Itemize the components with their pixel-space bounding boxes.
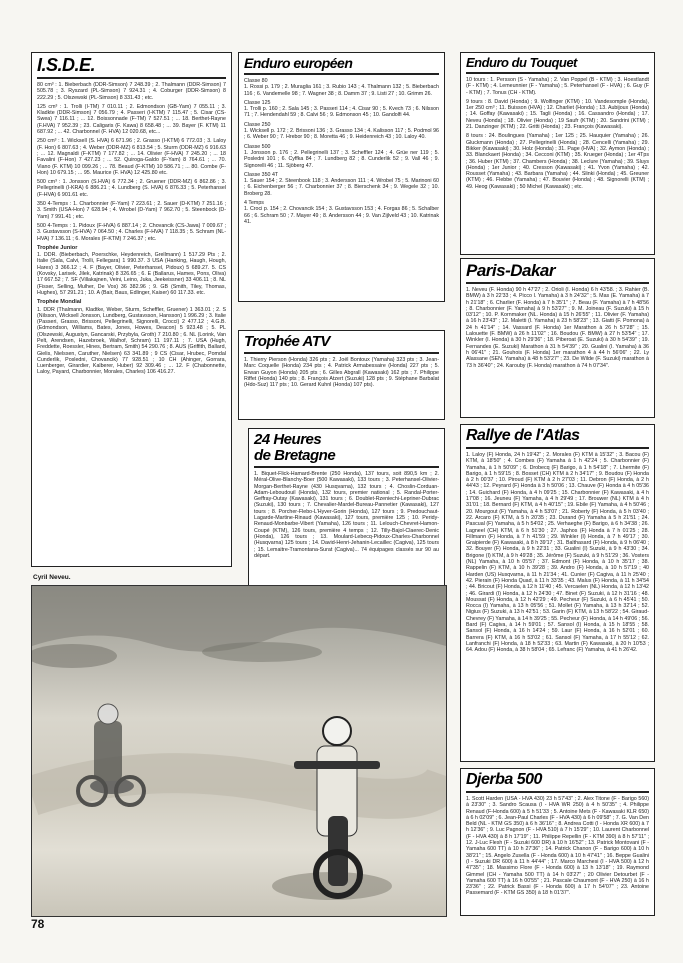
paris-dakar-title: Paris-Dakar (466, 261, 556, 280)
bretagne-box (248, 428, 445, 588)
bretagne-text: 1. Biquet-Flick-Hamard-Brente (250 Honda), 137 tours, soit 890,5 km ; 2. Méral-Olive-Blanchy-Boer (500 Kawasaki), 133 tours ; 3. Peterhansel-Olivier-Morgan-Berthet-Rayne (430 Husqvarna), 132 tours ; 4. Choslin-Corduan-Adam-Leboudouil (Honda), 132 tours, premier national ; 5. Randal-Porter-Geffray-Outay (Kawasaki), 131 tours ; 6. Doublet-Rzeniechi-Lepriner-Dubrac (Suzuki), 130 tours ; 7. Chevalier-Mardel-Bureau-Pannetier (Kawasaki), 127 tours ; 8. Porcher-Flebo-L'Hyver-Gorin (Honda), 127 tours ; 9. Predouchaut-Lagarde-Martine-Rinaud (Kawasaki), 127 tours, première 125 ; 10. Peridy-Renaud-Monbarbe-Vibert (Yamaha), 126 tours ; 11. Lelouch-Chevret-Hamon-Coupé (KTM), 126 tours, première 4 temps ; 12. Tilly-Bajol-Claerec-Denic (Honda), 126 tours ; 13. Moulard-Lebecq-Pidoux-Charles-Charbonnel (Husqvarna) 125 tours ; 14. David-Henri-Jehanin-Lecaillec (Cagiva), 125 tours ; 15. Lemaitre-Tramontana-Surat (Cagiva)... 74 équipages classés sur 90 au départ. (254, 471, 439, 559)
paris-dakar-results (466, 287, 649, 369)
class-80-heading: Classe 80 (244, 78, 268, 84)
rider-photo (31, 585, 447, 917)
class-500: 1. Jonsson p. 176 ; 2. Pellegrinelli 137 ; 3. Scheffler 124 ; 4. Grüe ner 119 ; 5. Posledni 101 ; 6. Cyffka 84 ; 7. Lundberg 82 ; 8. Cunderlik 52 ; 9. Vall 46 ; 9. Signorelli 46 ; 11. Sjöberg 47. (244, 149, 439, 169)
isde-250cc: 250 cm³ : 1. Wicksell (S. HVA) 6 671.96 ; 2. Grasso (I-KTM) 6 772.03 ; 3. Laloy (F. Hon) 6 807.63 ; 4. Weber (DDR-MZ) 6 813.54 ; 5. Sturm (DDR-MZ) 6 916.63 ; ... 12. Magnaldi (F-KTM) 7 177.82 ; ... 14. Olivier (F-HVA) 7 245.20 ; ... 18 Favalini (F-Hon) 7 427.23 ; ... 52. Quiroga-Galdo (F-Yam) 8 764.61 ; ... 70. Viano (F. KTM) 10 099.26 ; ... 78. Beaud (F-KTM) 10 586.71 ; ... 80. Combe (F-Hon) 10 679.15 ; ... 95. Maurice (F. HVA) 12 425.80 etc. (37, 138, 226, 176)
enduro-europeen-results (244, 78, 439, 225)
trophee-atv-rule (244, 352, 439, 354)
isde-mondial-heading: Trophée Mondial (37, 299, 82, 306)
class-250-heading: Classe 250 (244, 121, 271, 128)
isde-125cc: 125 cm³ : 1. Trolli (I-TM) 7 010.11 ; 2. Edmondson (GB-Yam) 7 055.11 ; 3. Kladkte (DDR-Simson) 7 056.79 ; 4. Passeri (I-KTM) 7 115.47 ; 5. Cisar (CS-Swea) 7 116.11 ; ... 12. Boissonnade (F-TM) 7 527.51 ; ... 18. Berthet-Rayne (F.HVA) 7 952.39 ; 23. Caligaris (F. Kawa) 8 658.48 ; ... 39. Bayer (F. KTM) 11 687.92 ; ... 42. Charbonnel (F. HVA) 12 020.68, etc... (37, 103, 226, 136)
isde-junior-heading: Trophée Junior (37, 244, 78, 251)
enduro-europeen-box (238, 52, 445, 302)
atlas-title: Rallye de l'Atlas (466, 427, 580, 444)
atlas-text: 1. Laloy (F) Honda, 24 h 19'42" ; 2. Morales (F) KTM à 15'32" ; 3. Bacou (F) KTM, à 18'50" ; 4. Combes (F) Yamaha à 1 h 42'24 ; 5. Charbonnier (F) Yamaha, à 1 h 50'09" ; 6. Drobecq (F) Barigo, à 1 h 54'18" ; 7. Lhermite (F) Barigo, à 1 h 59'15 ; 8. Bosset (CH) KTM à 2 h 34'17" ; 9. Boudou (F) Honda à 2 h 00'37 ; 10. Piroud (F) KTM à 2 h 27'03 ; 11. Debron (F) Honda, à 2 h 44'43 ; 12. Peyrard (F) Honda à 3 h 50'06 ; 13. Chauve (F) Honda à 4 h 05'36 ; 14. Guichard (F) Honda, à 4 h 09'25 ; 15. Charbonnier (F) Kawasaki, à 4 h 17'08 ; 16. Jeuneu (F) Yamaha, à 4 h 29'49 ; 17. Brouwer (NL) KTM à 4 h 31'01 ; 18. Bernard (F) KTM, à 4 h 40'15" ; 19. Ebile (F) Yamaha, à 4 h 50'46 ; 20. Mourgout (F) Yamaha, à 4 h 53'07 ; 21. Roberty (F) Honda, à 5 h 03'40 ; 22. Arcaro (F) KTM, à 5 h 20'35 ; 23. Durand (F) Yamaha à 5 h 21'51 ; 24. Pascual (F) Yamaha, à 5 h 54'02 ; 25. Verhaeghe (F) Barigo, à 6 h 34'38 ; 26. Lagneel (CH) KTM, à 6 h 51'30 ; 27. Japhos (F) Honda à 7 h 01'25 ; 28. Fillmann (F) Honda, à 7 h 41'59 ; 29. Winkler (I) Honda, à 7 h 49'17 ; 30. Graipierde (F) Kawasaki, à 8 h 39'17 ; 31. Balthasard (F) Honda, à 9 h 06'40 ; 32. Bouyer (F) Honda, à 9 h 22'31 ; 33. Gualini (I) Suzuki, à 9 h 43'30 ; 34. Brigone (I) KTM, à 9 h 49'28 ; 35. Jérôme (F) Suzuki, à 9 h 51'29 ; 36. Vosters (NL) Yamaha, à 10 h 05'57 ; 37. Edmont (F) Honda, à 10 h 35'17 ; 38. Rappelin (F) KTM, à 10 h 39'28 ; 39. Andro (F) Honda, à 10 h 57'19 ; 40 Harden (US) Husqvarna, à 11 h 21'34 ; 41. Cunier (F) Cagiva, à 11 h 25'40 ; 42. Pierain (F) Honda Quad, à 11 h 33'35 ; 43. Malus (F) Honda, à 11 h 34'54 ; 44. Bricout (F) Honda, à 12 h 11'40 ; 45. Vercaelen (NL) Honda, à 12 h 13'42 ; 46. Girardi (I) Honda, à 12 h 24'30 ; 47. Binet (F) Suzuki, à 12 h 31'16 ; 48. Moussat (F) Honda, à 12 h 42'29 ; 49. Pecheur (F) Suzuki, à 6 h 45'41 ; 50. Rocca (I) Yamaha, à 13 h 05'56 ; 51. Mollet (F) Yamaha, à 13 h 32'14 ; 52. Nigius (F) Suzuki, à 13 h 42'51 ; 53. Garin (F) KTM, à 13 h 58'22 ; 54. Giraud-Chevrey (F) Yamaha, à 14 h 39'25 ; 55. Pecheur (F) Honda, à 14 h 49'06 ; 56. Bard (F) Cagiva, à 14 h 59'01 ; 57. Sansol (I) Honda, à 15 h 18'55 ; 58. Sansol (F) Honda, à 16 h 14'24 ; 59. Laur (F) Honda, à 16 h 52'01 ; 60. Barrera (F) KTM, à 16 h 53'02 ; 61. Sansol (F) Yamaha, à 17 h 55'12 ; 62. Lanfranchi (F) Honda, à 18 h 52'33 ; 63. Martin (F) Kawasaki, à 20 h 10'53 ; 64. Adou (F) Honda, à 38 h 58'04 ; 65. Lefranc (F) Yamaha, à 41 h 26'42. (466, 452, 649, 654)
class-250: 1. Wicksell p. 172 ; 2. Brissoni 136 ; 3. Grasso 134 ; 4. Kalisson 117 ; 5. Podmol 96 ; 6. Weber 90 ; 7. Hrebor 90 ; 8. Moretta 46 ; 9. Heidenreich 43 ; 10. Laloy 40. (244, 128, 439, 141)
trophee-atv-text: 1. Thierry Pierson (Honda) 326 pts ; 2. Joël Bontoux (Yamaha) 323 pts ; 3. Jean-Marc Coquelle (Honda) 234 pts ; 4. Patrick Armabessaire (Honda) 227 pts ; 5. Erwan Guyon (Honda) 205 pts ; 6. Gilles Abgrall (Kawasaki) 162 pts ; 7. Philippe Riffet (Honda) 140 pts ; 8. François Atzert (Suzuki) 128 pts ; 9. Stéphane Barbalat (Hdo-Suz) 117 pts ; 10. Gerard Kuhnl (Honda) 107 pts). (244, 357, 439, 389)
djerba-box (460, 768, 655, 916)
class-4t-heading: 4 Temps (244, 200, 264, 207)
djerba-title: Djerba 500 (466, 771, 542, 788)
touquet-9-tours: 9 tours : 8. David (Honda) ; 9. Wolfinger (KTM) ; 10. Vandesomple (Honda), 1er 250 cm³ ; 11. Buisson (HVA) ; 12. Charliet (Honda) ; 13. Aubijoux (Honda) ; 14. Goffay (Kawasaki) ; 15. Tagli (Honda) ; 16. Cassandro (Honda) ; 17. Neveu (Honda) ; 18. Olivier (Honda) ; 19 Saufr (KTM) ; 20. Sandrini (KTM) ; 21. Danzinger (KTM) ; 22. Gritti (Honda) ; 23. François (Kawasaki). (466, 98, 649, 131)
trophee-atv-title: Trophée ATV (244, 333, 330, 350)
class-350-4t-heading: Classe 350 4T (244, 171, 279, 178)
photo-illustration (32, 586, 446, 916)
class-80: 1. Rossi p. 179 ; 2. Muraglia 161 ; 3. Rubio 143 ; 4. Thalmann 132 ; 5. Bieberbach 116 ; 6. Vandemelle 98 ; 7. Wagner 38 ; 8. Damm 37 ; 9. Listi 27 ; 10. Grimm 26. (244, 84, 439, 97)
isde-350-4t: 350 4-Temps : 1. Charbonnier (F-Yam) 7 223.61 ; 2. Sauer (D-KTM) 7 251.16 ; 3. Smith (USA-Hon) 7 628.94 ; 4. Wrobel (D-Yam) 7 962.70 ; 5. Steenbock (D-Yam) 7 991.41 ; etc. (37, 201, 226, 220)
photo-shrub-left (32, 644, 117, 668)
trophee-atv-box (238, 330, 445, 420)
isde-box (31, 52, 232, 567)
touquet-10-tours: 10 tours : 1. Persson (S - Yamaha) ; 2. Van Poppel (B - KTM) ; 3. Hoestlandt (F - KTM) ; 4. Lemeunnier (F - Yamaha) ; 5. Peterhansel (F - HVA) ; 6. Guy (F - KTM) ; 7. Tonus (CH - KTM). (466, 77, 649, 96)
atlas-box (460, 424, 655, 762)
touquet-results (466, 77, 649, 190)
bretagne-results (254, 471, 439, 559)
atlas-results (466, 452, 649, 654)
isde-junior: 1. DDR. (Bieberbach, Poerschke, Heydenreich, Grellmann) 1 517.29 Pts ; 2. Italie (Sala, Calvi, Trolli, Fellegara) 1 990.37. 3 USA (Hanking, Haugh, Hough, Hares) 3 366.12 ; 4. F (Bayer, Olivier, Peterhansel, Pidoux) 5 689.27. 5. CS (Kovsky, Larisek, Jilek, Katrinak) 8 326.65 ; 6. E (Ballarus, Hames, Pons, Oliva) 17 667.52 ; 7. SF (Villakajnen, Veini, Leino, Juka, Jeekeissner) 33 406.11 ; 8. NL (Fisser, Selling, Mulher, De Vos) 36 382.96 ; 9. GB (Smith, Tiley, Thomas, Hughes), 57 291.21 ; 10. A (Bair, Baus, Edlinger, Kaiser) 60 117.33. etc. (37, 252, 226, 296)
class-125: 1. Trolli p. 160 ; 2. Sala 145 ; 3. Passeri 114 ; 4. Cisar 90 ; 5. Kvech 73 ; 6. Nilsson 71 ; 7. Hendendahl 59 ; 8. Calvi 56 ; 9. Edmonson 45 ; 10. Gandolfi 44. (244, 106, 439, 119)
isde-500-4t: 500 4-Temps : 1. Pidoux (F-HVA) 6 887.14 ; 2. Chovancik (CS-Jawa) 7 009.67 ; 3. Gustavsson (S-HVA) 7 064.50 ; 4. Charles (F-HVA) 7 118.35 ; 5. Schram (NL-HVA) 7 136.11 ; 6. Morales (F-KTM) 7 246.37 ; etc. (37, 222, 226, 242)
photo-caption: Cyril Neveu. (33, 574, 71, 581)
isde-rule (37, 77, 226, 79)
djerba-text: 1. Scott Harden (USA - HVA 430) 23 h 57'43" ; 2. Alex Titone (F - Barigo 560) à 23'30" ; 3. Sandro Scausa (I - HVA WR 250) à 4 h 50'35" ; 4. Philippe Renaud (F-Honda 600) à 5 h 51'33 ; 5. Antoine Mets (F - Kawasaki KLR 650) à 6 h 02'09" ; 6. Jean-Paul Charles (F - HVA 430) à 6 h 09'58" ; 7. G. Van Den Beld (NL - KTM GS 350) à 6 h 36'16" ; 8. Andrea Cotti (I - Honda XR 600) à 7 h 12'36" ; 9. Luc Pagnon (F - HVA 510) à 7 h 15'29" ; 10. Laurent Charbonnel (F - HVA 430) à 8 h 17'19" ; 11. Philippe Repellin (F - KTM 390) à 8 h 57'11" ; 12. J-Luc Flesh (F - Suzuki 600 DR) à 10 h 16'52" ; 13. Patrick Montovani (F - Yamaha 600 TT) à 10 h 27'36" ; 14. Patrick Chanon (F - Barigo 600) à 10 h 38'21" ; 15. Angelo Zusella (F - Honda 600) à 10 h 47'41" ; 16. Beppe Gualini (I - Suzuki DR 600) à 11 h 44'44" ; 17. Marco Marchesi (I - HVA 500) à 12 h 47'35" ; 18. Massimo Flore (F - Honda 600) à 13 h 13'18" ; 19. Raymond Gimmel (CH - Yamaha 500 TT) à 14 h 03'27" ; 20 Olivier Detourbet (F - Yamaha 600 TT) à 16 h 00'55" ; 21. Pascale Chaumont (F - HVA 250) à 16 h 23'36" ; 22. Patrick Bassi (F - Honda 600) à 17 h 54'07" ; 23. Antoine Passemard (F - KTM GS 350) à 18 h 01'37". (466, 796, 649, 897)
isde-results (37, 82, 226, 376)
isde-title: I.S.D.E. (37, 55, 96, 75)
touquet-box (460, 52, 655, 255)
class-125-heading: Classe 125 (244, 99, 271, 106)
bretagne-title-line2: de Bretagne (254, 447, 336, 464)
isde-500cc: 500 cm³ : 1. Jonsson (S.HVA) 6 772.34 ; 2. Gruener (DDR-MZ) 6 862.86 ; 3. Pellegrinelli (I-KRA) 6 886.21 ; 4. Lundberg (S. HVA) 6 876.33 ; 5. Peterhansel (F-HVA) 6 901.61 etc. (37, 179, 226, 198)
atlas-rule (466, 447, 649, 449)
djerba-results (466, 796, 649, 897)
isde-mondial: 1. DDR (Thalmann, Kladtke, Weber, Sturm, Scheffler, Gruener) 1 363.01 ; 2. S (Nilsson, Wicksell Jonsson, Lundberg, Gustavsson, Hansson) 1 996.29 ; 3. Italie (Passeri, Grasso, Brissoni, Pellegrinelli, Signorelli, Crocci) 2 477.12 ; 4.G.B. (Edmondson, Williams, Bates, Jones, Howes, Deacon) 5 923.48 ; 5. PL (Olszewski, Augustyn, Gancarski, Przybyla, Groth) 7 210.80 ; 6. NL (Lorink, Van Pelt, Arendsen, Hazebroek, Walhof, Schram) 11 197.11 ; 7. USA (Hugh, Freddette, Roessler, Hines, Bertram, Smith) 54 290.76 ; 8. AUS (Griffith, Ballard, Gielis, Nielssen, Caruther, Nielsen) 63 341.89 ; 9 CS (Cisar, Hrubec, Pomdal Cunderlik, Posledni, Chovancik) 77 928.51 ; 10 CH (Ahinger, Gorrara, Luenberger, Girardier, Kalberer, Huber) 92 309.46 ; ... 12. F (Chabonnette, Laloy, Payard, Charbonnier, Morales, Charles) 106 416.27. (37, 306, 226, 376)
class-500-heading: Classe 500 (244, 143, 271, 150)
trophee-atv-results (244, 357, 439, 388)
class-4t: 1. Croci p. 154 ; 2. Chovancik 154 ; 3. Gustavsson 153 ; 4. Forgas 86 ; 5. Schalber 66 ; 6. Schram 50 ; 7. Mayer 49 ; 8. Andersson 44 ; 9. Van Zijlveld 43 ; 10. Katrinak 41. (244, 206, 439, 225)
bretagne-title-line1: 24 Heures (254, 431, 322, 448)
touquet-title: Enduro du Touquet (466, 55, 577, 70)
paris-dakar-text: 1. Neveu (F. Honda) 90 h 47'27 ; 2. Orioli (I. Honda) 6 h 43'58. ; 3. Rahier (B. BMW) à 3 h 22'33 ; 4. Picco I. Yamaha) à 3 h 24'32" ; 5. Mas (E. Yamaha) à 7 h 21'18" ; 6. Charlier (F. Honda) à 7 h 35'1" ; 7. Beau (F. Yamaha) à 7 h 48'56 ; 8. Charbonnier (F. Yamaha) à 9 h 53'27" ; 9. M. Joineau (F. Suzuki) à 15 h 03'12" ; 10. P. Kornmaker (NL. Honda) à 15 h 26'55" ; 11. Olivier (F. Yamaha) à 16 h 23'43" ; 12. Maletti (I. Yamaha) à 23 h 58'23" ; 13. Giatti (F. Pomona) à 24 h 41'14" ; 14. Vassard (F. Honda) 1er Marathon à 26 h 57'28" ; 15. Lalouette (F. BMW) à 26 h 11'02" ; 16. Boudou (F. BMW) à 27 h 53'54" ; 17. Winkler (I. Honda) à 30 h 29'36" ; 18. Piberoat (E. Suzuki) à 30 h 54'39" ; 19. Fernandes (E. Suzuki) Marathon à 31 h 54'39" ; 20. Gualini (I. Yamaha) à 36 h 06'41" ; 21. Gouhois (F. Honda) 1er marathon 4 à 44 h 56'06" ; 22. Ly Alassane (SEN. Yamaha) à 48 h 53'27" ; 23. De Wilde (F. Suzuki) marathon à 73 h 36'40" ; 24. Karouby (F. Honda) marathon à 74 h 07'34". (466, 287, 649, 369)
touquet-rule (466, 72, 649, 74)
enduro-europeen-rule (244, 73, 439, 75)
bretagne-rule (254, 466, 439, 468)
page-number: 78 (31, 917, 45, 931)
djerba-rule (466, 791, 649, 793)
photo-shrub-center (202, 642, 322, 662)
enduro-europeen-title: Enduro européen (244, 55, 353, 71)
paris-dakar-box (460, 258, 655, 418)
paris-dakar-rule (466, 282, 649, 284)
isde-80cc: 80 cm³ : 1. Bieberbach (DDR-Simson) 7 248.39 ; 2. Thalmann (DDR-Simson) 7 505.78 ; 3. Ryszard (PL-Simson) 7 924.31 ; 4. Coburger (DDR-Simson) 8 222.29 ; 5. Olszewski (PL-Simson) 8 331.43 ; etc. (37, 82, 226, 101)
touquet-8-tours: 8 tours : 24. Boulingues (Yamaha) ; 1er 125 ; 25. Hauquier (Yamaha) ; 26. Gluckmann (Honda) ; 27. Pellegrinelli (Honda) ; 28. Cencelli (Yamaha) ; 29. Bikker (Kawasaki) ; 30. Holz (Honda) ; 31. Page (HVA) ; 32. Aymon (Honda) ; 33. Blanckaert (Honda) ; 34. Cecconi (KTM) ; 35. Krueger (Honda) ; 1er 4Tps ; 36. Huber (KTM) ; 37. Chambers (Honda) ; 38. Leclure (Yamaha) ; 39. Sluys (Honda) ; 1er Junior ; 40. Cresson (Kawasaki) ; 41. Yvon (Yamaha) ; 42. Rousset (Yamaha) ; 43. Barbara (Yamaha) ; 44. Slinki (Honda) ; 45. Greuner (KTM) ; 46. Flebbe (Yamaha) ; 47. Bouvier (Honda) ; 48. Signorelli (KTM) ; 49. Heog (Kawasaki) ; 50 Michel (Kawasaki) ; etc. (466, 133, 649, 190)
class-350-4t: 1. Sauer 154 ; 2. Steenbook 118 ; 3. Andersson 111 ; 4. Wrobel 75 ; 5. Marinoni 60 ; 6. Eichenberger 56 ; 7. Charbonnier 37 ; 8. Bierschenk 34 ; 9. Wegele 32 ; 10. Broberg 28. (244, 178, 439, 197)
photo-bushes (32, 586, 446, 652)
